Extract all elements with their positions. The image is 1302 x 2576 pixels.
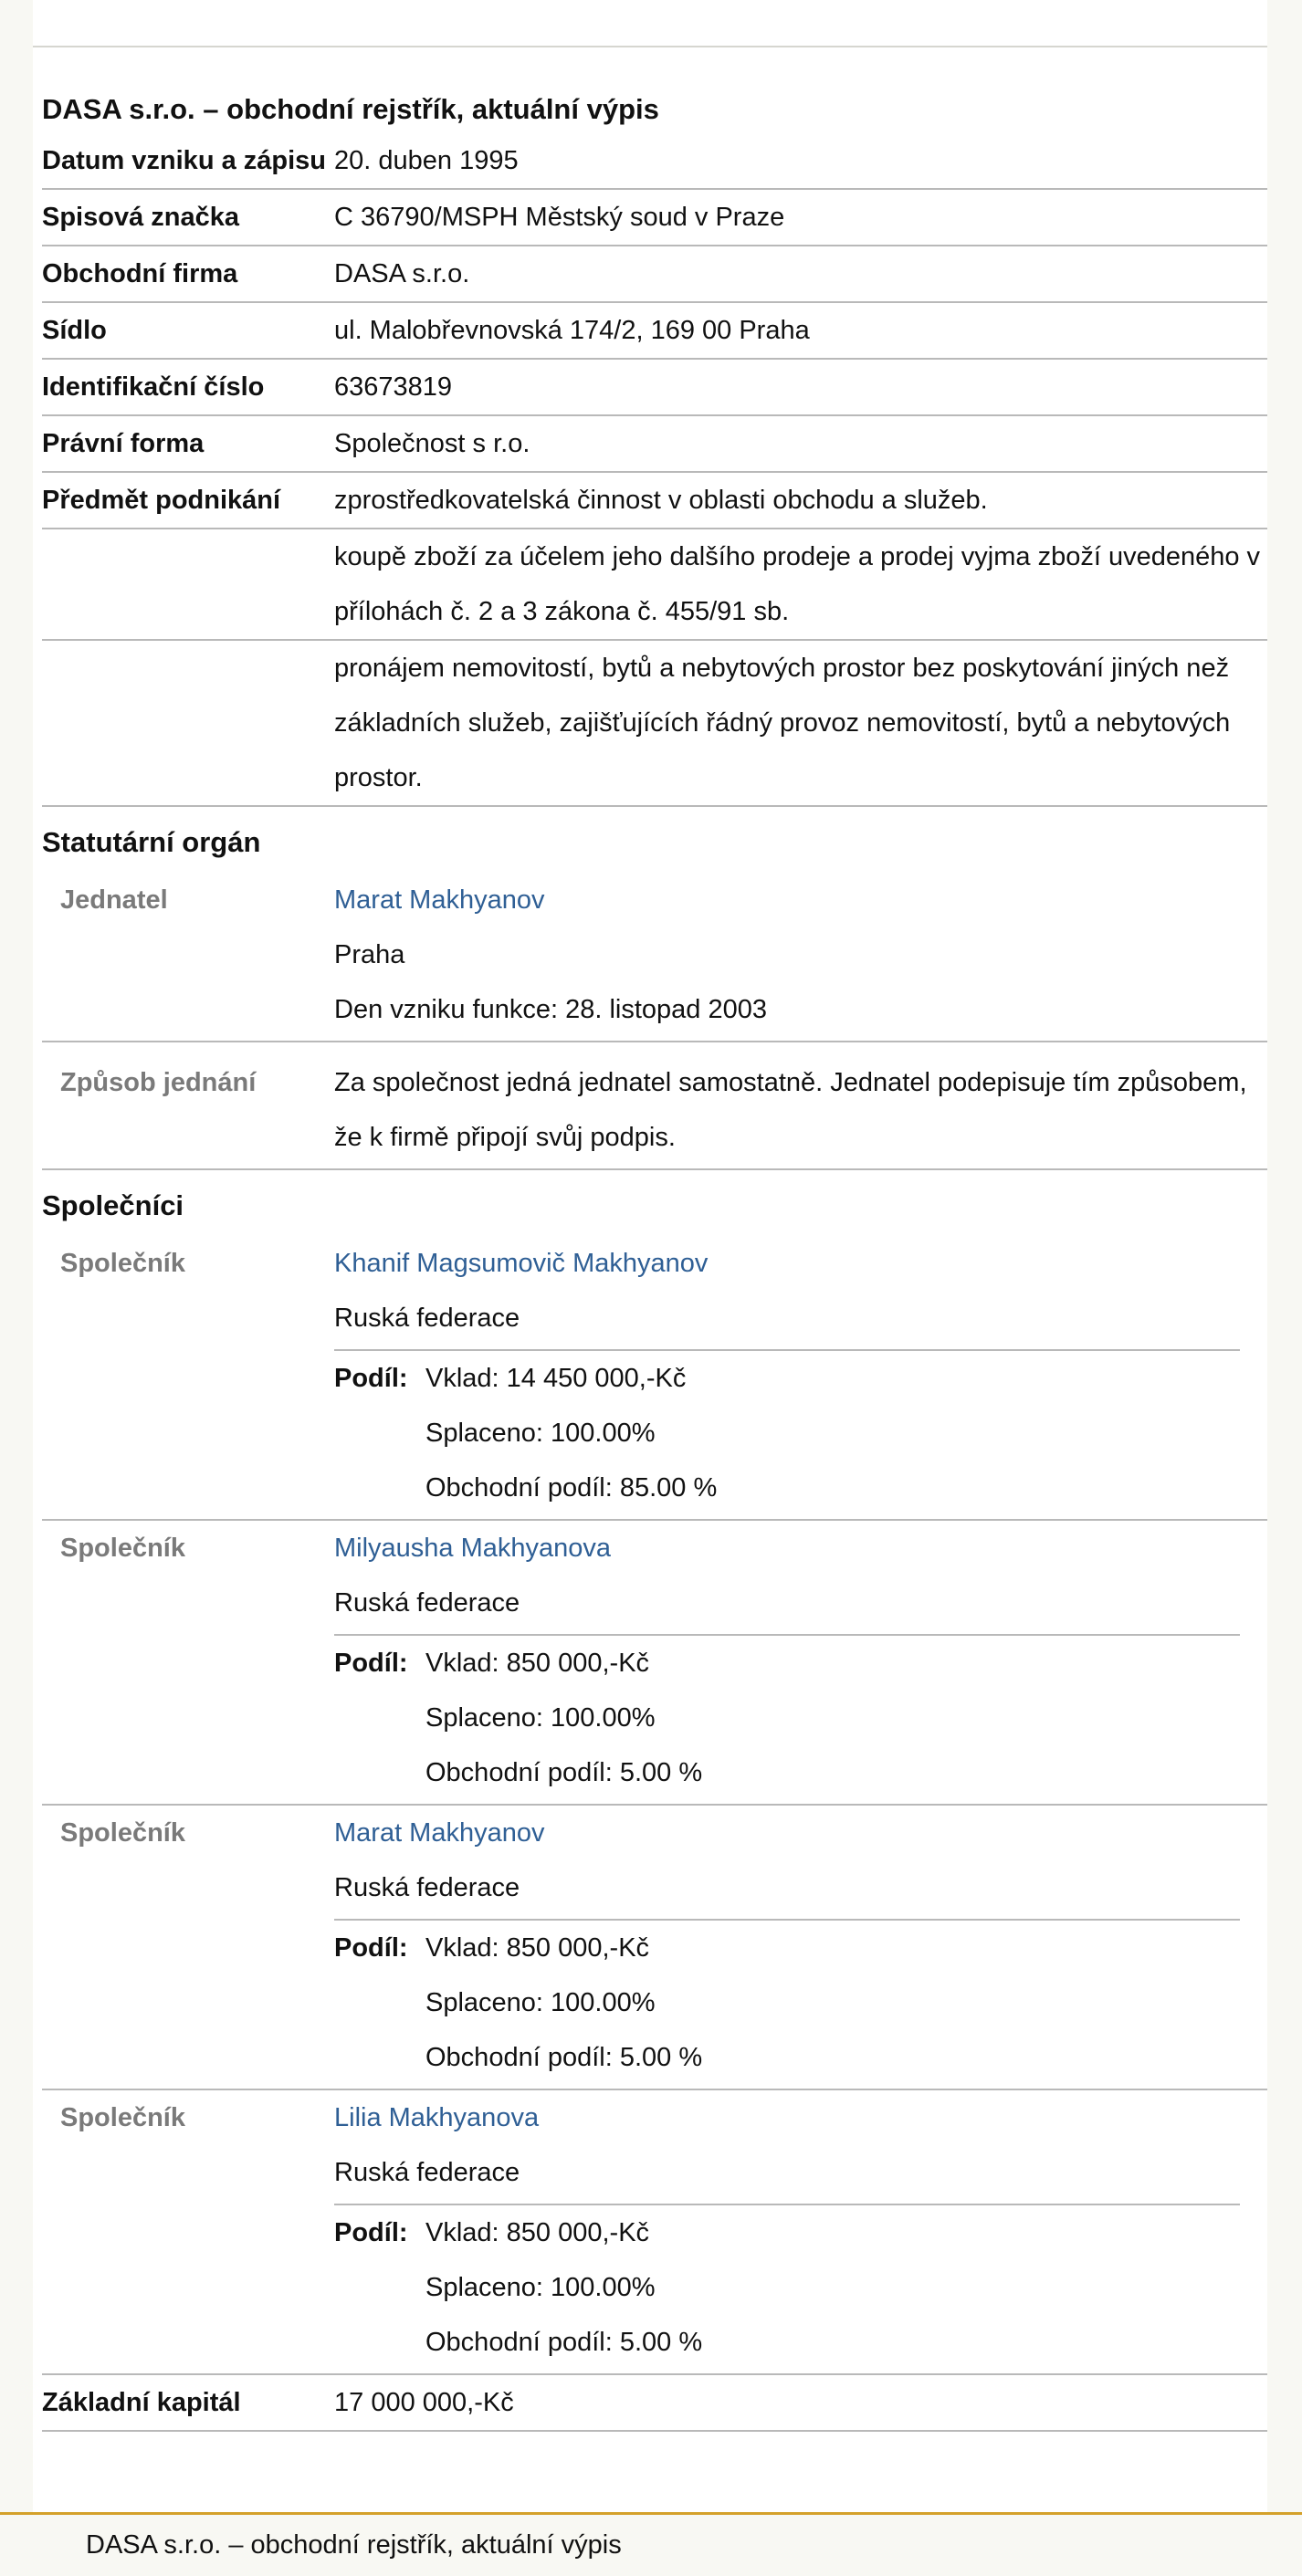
jednatel-since: Den vzniku funkce: 28. listopad 2003 [334, 995, 767, 1024]
label-spolecnik: Společník [60, 1818, 185, 1848]
value-zakladni-kapital: 17 000 000,-Kč [334, 2388, 514, 2417]
link-spolecnik-name[interactable]: Milyausha Makhyanova [334, 1534, 612, 1563]
share-block [334, 1634, 1240, 1800]
share-splaceno: Splaceno: 100.00% [425, 1419, 656, 1448]
value-zpusob-jednani: Za společnost jedná jednatel samostatně. Jednatel podepisuje tím způsobem, že k firmě připojí svůj podpis. [334, 1068, 1247, 1152]
label-zpusob-jednani: Způsob jednání [60, 1068, 257, 1097]
link-spolecnik-name[interactable]: Marat Makhyanov [334, 1818, 545, 1848]
label-pravni-forma: Právní forma [42, 429, 205, 458]
share-label: Podíl: [334, 2218, 408, 2247]
label-zakladni-kapital: Základní kapitál [42, 2388, 241, 2417]
row-predmet-1 [42, 473, 1267, 529]
value-obchodni-firma: DASA s.r.o. [334, 259, 470, 288]
share-splaceno: Splaceno: 100.00% [425, 2273, 656, 2302]
heading-statutarni-organ: Statutární orgán [42, 826, 261, 858]
value-ico: 63673819 [334, 372, 453, 402]
share-label: Podíl: [334, 1933, 408, 1963]
spolecnik-block [42, 1521, 1267, 1806]
spolecnik-country: Ruská federace [334, 1588, 520, 1618]
row-predmet-3 [42, 641, 1267, 807]
row-pravni-forma [42, 416, 1267, 473]
top-divider [33, 46, 1267, 47]
spolecnik-country: Ruská federace [334, 2158, 520, 2187]
share-vklad: Vklad: 850 000,-Kč [425, 1933, 650, 1963]
label-ico: Identifikační číslo [42, 372, 265, 402]
share-block [334, 1349, 1240, 1515]
link-spolecnik-name[interactable]: Lilia Makhyanova [334, 2103, 540, 2132]
label-spolecnik: Společník [60, 2103, 185, 2132]
share-splaceno: Splaceno: 100.00% [425, 1988, 656, 2017]
jednatel-block [42, 873, 1267, 1042]
value-spisova-znacka: C 36790/MSPH Městský soud v Praze [334, 203, 785, 232]
label-spisova-znacka: Spisová značka [42, 203, 239, 232]
label-jednatel: Jednatel [60, 885, 168, 915]
spolecnik-block [42, 1236, 1267, 1521]
footer-divider [0, 2512, 1302, 2515]
share-podil: Obchodní podíl: 5.00 % [425, 2328, 703, 2357]
row-obchodni-firma [42, 246, 1267, 303]
label-obchodni-firma: Obchodní firma [42, 259, 238, 288]
label-predmet-podnikani: Předmět podnikání [42, 486, 281, 515]
spolecnik-country: Ruská federace [334, 1873, 520, 1902]
share-label: Podíl: [334, 1649, 408, 1678]
heading-spolecnici: Společníci [42, 1189, 184, 1221]
spolecnik-block [42, 1806, 1267, 2090]
share-block [334, 1919, 1240, 2085]
value-predmet-1: zprostředkovatelská činnost v oblasti obchodu a služeb. [334, 486, 988, 515]
row-spisova-znacka [42, 190, 1267, 246]
page [33, 0, 1267, 2512]
link-jednatel-name[interactable]: Marat Makhyanov [334, 885, 545, 915]
value-predmet-2: koupě zboží za účelem jeho dalšího prodeje a prodej vyjma zboží uvedeného v přílohách č. 2 a 3 zákona č. 455/91 sb. [334, 542, 1261, 626]
label-spolecnik: Společník [60, 1249, 185, 1278]
spolecnik-block [42, 2090, 1267, 2375]
row-predmet-2 [42, 529, 1267, 641]
zpusob-jednani-block [42, 1042, 1267, 1170]
row-sidlo [42, 303, 1267, 360]
share-podil: Obchodní podíl: 5.00 % [425, 2043, 703, 2072]
row-zakladni-kapital [42, 2375, 1267, 2432]
register-extract [42, 86, 1267, 2432]
share-vklad: Vklad: 850 000,-Kč [425, 2218, 650, 2247]
page-title: DASA s.r.o. – obchodní rejstřík, aktuální výpis [42, 93, 659, 125]
value-datum-vzniku: 20. duben 1995 [334, 146, 519, 175]
share-vklad: Vklad: 14 450 000,-Kč [425, 1364, 687, 1393]
jednatel-city: Praha [334, 940, 405, 969]
row-ico [42, 360, 1267, 416]
share-splaceno: Splaceno: 100.00% [425, 1703, 656, 1733]
label-datum-vzniku: Datum vzniku a zápisu [42, 146, 327, 175]
link-spolecnik-name[interactable]: Khanif Magsumovič Makhyanov [334, 1249, 709, 1278]
row-datum-vzniku [42, 133, 1267, 190]
spolecnik-country: Ruská federace [334, 1304, 520, 1333]
share-vklad: Vklad: 850 000,-Kč [425, 1649, 650, 1678]
share-podil: Obchodní podíl: 5.00 % [425, 1758, 703, 1787]
label-sidlo: Sídlo [42, 316, 107, 345]
label-spolecnik: Společník [60, 1534, 185, 1563]
share-label: Podíl: [334, 1364, 408, 1393]
value-pravni-forma: Společnost s r.o. [334, 429, 530, 458]
share-block [334, 2204, 1240, 2370]
share-podil: Obchodní podíl: 85.00 % [425, 1473, 718, 1503]
value-predmet-3: pronájem nemovitostí, bytů a nebytových prostor bez poskytování jiných než základních služeb, zajišťujících řádný provoz nemovitostí, bytů a nebytových prostor. [334, 654, 1231, 792]
footer-text: DASA s.r.o. – obchodní rejstřík, aktuální výpis [86, 2530, 622, 2560]
value-sidlo: ul. Malobřevnovská 174/2, 169 00 Praha [334, 316, 810, 345]
